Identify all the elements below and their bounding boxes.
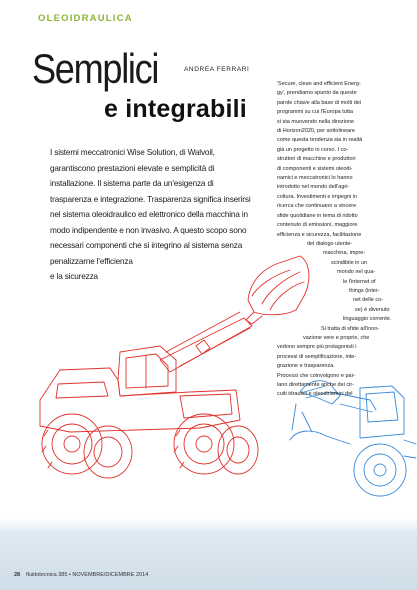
body-line: del dialogo utente- bbox=[307, 240, 353, 247]
body-line: ricerca che continuano a vincere bbox=[277, 203, 357, 210]
body-line: Si tratta di sfide all'inno- bbox=[321, 325, 380, 332]
body-line: processi di semplificazione, inte- bbox=[277, 353, 357, 360]
body-line: parole chiave alla base di molti dei bbox=[277, 99, 362, 106]
body-line: scindibile in un bbox=[331, 259, 368, 266]
lead-line: e la sicurezza bbox=[50, 272, 98, 281]
lead-line: modo indipendente e non invasivo. A questo scopo sono bbox=[50, 225, 247, 235]
page-number: 28 bbox=[14, 572, 21, 578]
body-line: grazione e trasparenza. bbox=[277, 363, 335, 370]
body-text-column bbox=[277, 80, 391, 400]
body-line: di Horizon2020, per sottolineare bbox=[277, 128, 355, 135]
body-line: coltura. Investimenti e impegni in bbox=[277, 193, 358, 200]
author-byline: ANDREA FERRARI bbox=[184, 66, 250, 73]
body-line: programmi su cui l'Europa tutta bbox=[277, 109, 353, 116]
body-line: cuiti idraulici e oleodinamici del bbox=[277, 391, 353, 398]
body-line: vedono sempre più protagonisti i bbox=[277, 344, 357, 351]
publication-name: fluidotecnica 385 • bbox=[26, 572, 71, 578]
body-line: vazione vere e proprie, che bbox=[303, 334, 370, 341]
body-line: things (inter- bbox=[349, 287, 380, 294]
body-line: già un progetto in corso. I co- bbox=[277, 146, 349, 153]
body-line: linguaggio corrente. bbox=[343, 316, 391, 323]
section-tag: OLEOIDRAULICA bbox=[38, 13, 133, 24]
lead-line: trasparenza e integrazione. Trasparenza significa inserirsi bbox=[50, 194, 251, 204]
body-line: introdotto nel mondo dell'agri- bbox=[277, 184, 350, 191]
body-line: se) è divenuto bbox=[355, 306, 390, 313]
body-line: Processi che coinvolgono e par- bbox=[277, 372, 356, 379]
body-line: si sta muovendo nella direzione bbox=[277, 118, 355, 125]
headline-line-1: Semplici bbox=[32, 45, 159, 92]
body-line: le l'internet of bbox=[343, 278, 376, 285]
headline-line-2: e integrabili bbox=[104, 95, 247, 123]
lead-line: nel sistema oleoidraulico ed elettronico della macchina in bbox=[50, 210, 248, 219]
red-telehandler-drawing bbox=[40, 256, 309, 478]
body-line: net delle co- bbox=[353, 297, 383, 304]
body-line: mondo nel qua- bbox=[337, 269, 376, 276]
issue-date: NOVEMBRE/DICEMBRE 2014 bbox=[72, 572, 149, 578]
body-line: sfide quotidiane in tema di ridotto bbox=[277, 212, 358, 219]
body-line: struttori di macchine e produttori bbox=[277, 156, 356, 163]
body-line: lano direttamente anche dei cir- bbox=[277, 382, 355, 388]
page-footer bbox=[14, 572, 148, 578]
lead-line: penalizzarne l'efficienza bbox=[50, 256, 133, 266]
lead-line: I sistemi meccatronici Wise Solution, di Walvoil, bbox=[50, 148, 215, 157]
lead-line: necessari componenti che si integrino al sistema senza bbox=[50, 241, 243, 250]
body-line: di componenti e sistemi oleodi- bbox=[277, 165, 353, 172]
body-line: gy', prendiamo spunto da queste bbox=[277, 90, 357, 97]
body-line: 'Secure, clean and efficient Energ- bbox=[277, 81, 361, 87]
body-line: come questa tendenza sia in realtà bbox=[277, 137, 363, 144]
body-line: namici e meccatronici lo hanno bbox=[277, 175, 353, 182]
body-line: efficienza e sicurezza, facilitazione bbox=[277, 231, 362, 238]
body-line: contenuto di emissioni, maggiore bbox=[277, 222, 358, 229]
lead-line: installazione. Il sistema parte da un'esigenza di bbox=[50, 179, 214, 188]
lead-line: garantiscono prestazioni elevate e semplicità di bbox=[50, 163, 215, 173]
body-line: macchina, impre- bbox=[323, 250, 366, 257]
